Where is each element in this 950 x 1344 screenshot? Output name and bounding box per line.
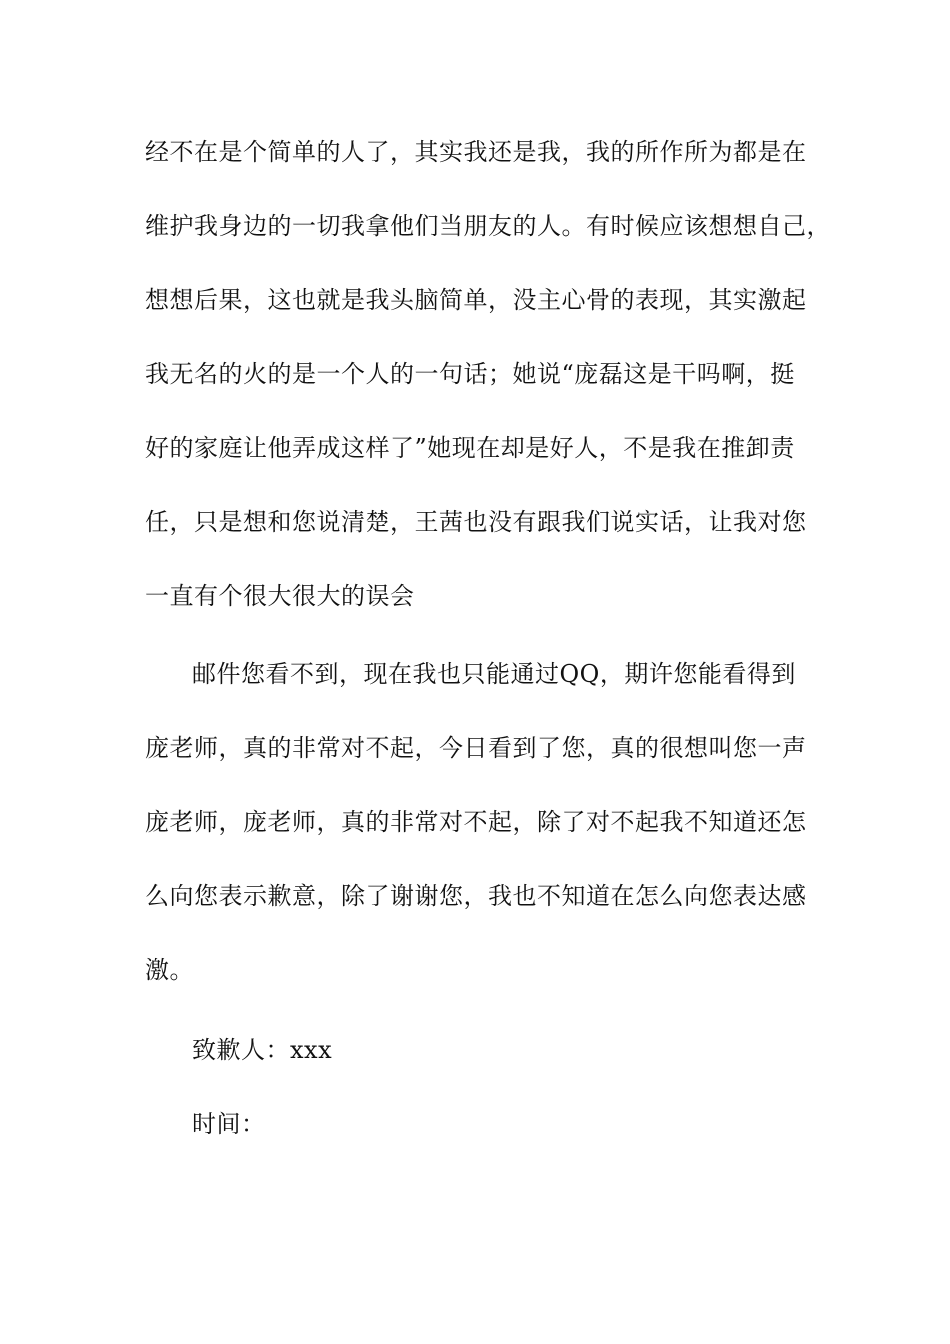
paragraph2-line-3: 庞老师，庞老师，真的非常对不起，除了对不起我不知道还怎 <box>145 808 807 836</box>
paragraph1-line-3: 想想后果，这也就是我头脑简单，没主心骨的表现，其实激起 <box>145 286 807 314</box>
paragraph2-line-5: 激。 <box>145 956 194 984</box>
paragraph1-line-5: 好的家庭让他弄成这样了”她现在却是好人，不是我在推卸责 <box>145 434 795 462</box>
signature-apologizer: 致歉人：xxx <box>192 1036 333 1064</box>
paragraph1-line-2: 维护我身边的一切我拿他们当朋友的人。有时候应该想想自己， <box>145 212 831 240</box>
paragraph1-line-6: 任，只是想和您说清楚，王茜也没有跟我们说实话，让我对您 <box>145 508 807 536</box>
signature-time: 时间： <box>192 1110 266 1138</box>
paragraph1-line-4: 我无名的火的是一个人的一句话；她说“庞磊这是干吗啊，挺 <box>145 360 795 388</box>
paragraph2-line-4: 么向您表示歉意，除了谢谢您，我也不知道在怎么向您表达感 <box>145 882 807 910</box>
paragraph1-line-7: 一直有个很大很大的误会 <box>145 582 415 610</box>
paragraph2-line-1: 邮件您看不到，现在我也只能通过QQ，期许您能看得到 <box>192 660 796 688</box>
paragraph1-line-1: 经不在是个简单的人了，其实我还是我，我的所作所为都是在 <box>145 138 807 166</box>
paragraph2-line-2: 庞老师，真的非常对不起，今日看到了您，真的很想叫您一声 <box>145 734 807 762</box>
